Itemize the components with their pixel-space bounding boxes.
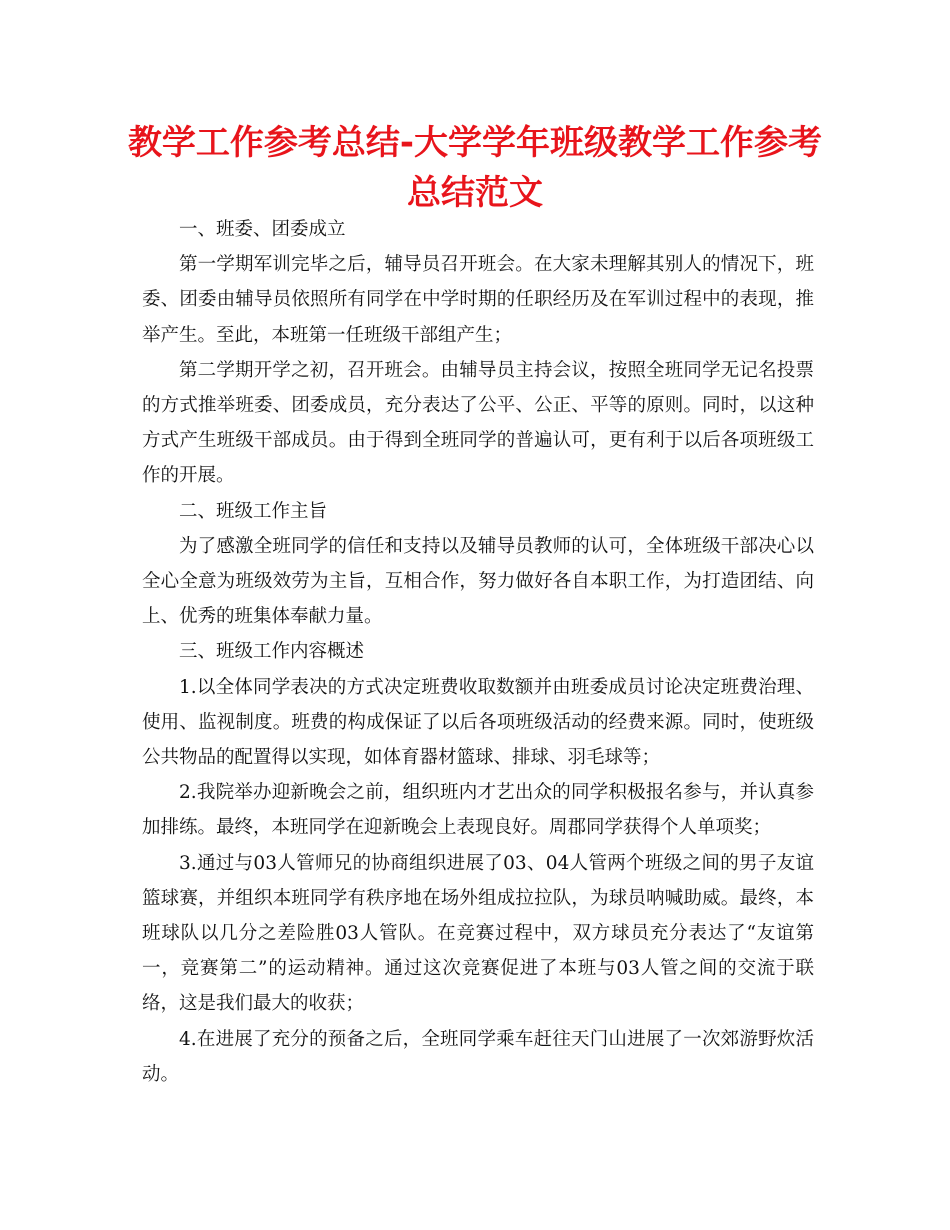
section-heading: 三、班级工作内容概述 <box>179 641 365 663</box>
paragraph: 第二学期开学之初，召开班会。由辅导员主持会议，按照全班同学无记名投票的方式推举班委、团委成员，充分表达了公平、公正、平等的原则。同时，以这种方式产生班级干部成员。由于得到全班同学的普遍认可，更有利于以后各项班级工作的开展。 <box>142 359 814 487</box>
list-item: 1.以全体同学表决的方式决定班费收取数额并由班委成员讨论决定班费治理、使用、监视制度。班费的构成保证了以后各项班级活动的经费来源。同时，使班级公共物品的配置得以实现，如体育器材篮球、排球、羽毛球等； <box>142 676 814 769</box>
list-item: 3.通过与03人管师兄的协商组织进展了03、04人管两个班级之间的男子友谊篮球赛，并组织本班同学有秩序地在场外组成拉拉队，为球员呐喊助威。最终，本班球队以几分之差险胜03人管队。在竞赛过程中，双方球员充分表达了“友谊第一，竞赛第二”的运动精神。通过这次竞赛促进了本班与03人管之间的交流于联络，这是我们最大的收获； <box>142 852 814 1015</box>
section-heading: 二、班级工作主旨 <box>179 500 328 522</box>
document-body <box>142 212 814 1092</box>
list-item: 2.我院举办迎新晚会之前，组织班内才艺出众的同学积极报名参与，并认真参加排练。最终，本班同学在迎新晚会上表现良好。周郡同学获得个人单项奖； <box>142 782 814 839</box>
section-heading: 一、班委、团委成立 <box>179 219 346 240</box>
list-item: 4.在进展了充分的预备之后，全班同学乘车赶往天门山进展了一次郊游野炊活动。 <box>142 1028 814 1085</box>
paragraph: 为了感激全班同学的信任和支持以及辅导员教师的认可，全体班级干部决心以全心全意为班级效劳为主旨，互相合作，努力做好各自本职工作，为打造团结、向上、优秀的班集体奉献力量。 <box>142 535 814 628</box>
document-title: 教学工作参考总结-大学学年班级教学工作参考总结范文 <box>127 123 823 213</box>
paragraph: 第一学期军训完毕之后，辅导员召开班会。在大家未理解其别人的情况下，班委、团委由辅导员依照所有同学在中学时期的任职经历及在军训过程中的表现，推举产生。至此，本班第一任班级干部组产生； <box>142 254 814 346</box>
